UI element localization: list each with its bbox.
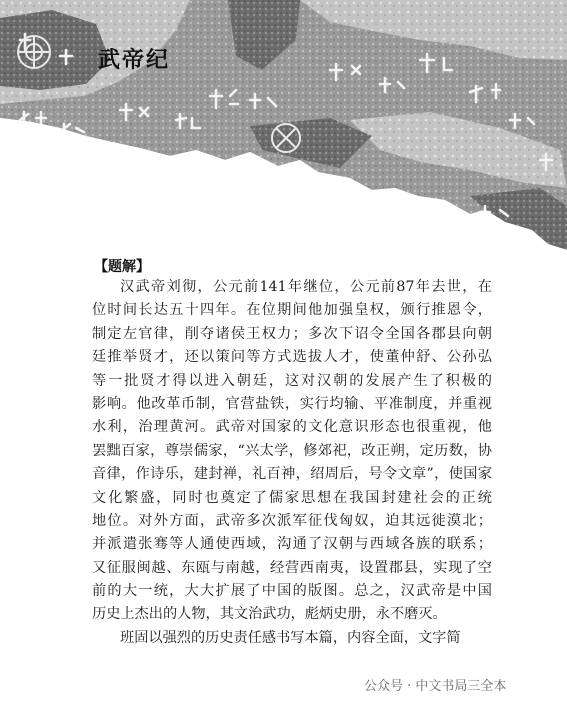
text-line: 位时间长达五十四年。在位期间他加强皇权，颁行推恩令， <box>92 302 492 319</box>
chapter-title: 武帝纪 <box>98 48 171 73</box>
watermark: 公众号 · 中文书局三全本 <box>360 674 510 695</box>
text-line: 罢黜百家，尊崇儒家，“兴太学，修郊祀，改正朔，定历数，协 <box>92 442 492 459</box>
text-line: 又征服闽越、东瓯与南越，经营西南夷，设置郡县，实现了空 <box>92 559 492 576</box>
text-line: 班固以强烈的历史责任感书写本篇，内容全面，文字简 <box>120 629 461 646</box>
text-line: 廷推举贤才，还以策问等方式选拔人才，使董仲舒、公孙弘 <box>92 349 492 366</box>
stone-rubbing-collage <box>0 0 567 250</box>
body-text <box>92 276 492 650</box>
text-line: 影响。他改革币制，官营盐铁，实行均输、平准制度，并重视 <box>92 395 492 412</box>
text-line: 音律，作诗乐，建封禅，礼百神，绍周后，号令文章”，使国家 <box>92 466 492 483</box>
text-line: 历史上杰出的人物，其文治武功，彪炳史册，永不磨灭。 <box>92 606 447 623</box>
text-line: 汉武帝刘彻，公元前141年继位，公元前87年去世，在 <box>120 279 492 295</box>
text-line: 水利，治理黄河。武帝对国家的文化意识形态也很重视，他 <box>92 419 492 436</box>
text-line: 并派遣张骞等人通使西域，沟通了汉朝与西域各族的联系； <box>92 536 492 553</box>
section-label: 【题解】 <box>94 259 150 275</box>
text-line: 文化繁盛，同时也奠定了儒家思想在我国封建社会的正统 <box>92 489 492 506</box>
header-banner <box>0 0 567 250</box>
text-line: 制定左官律，削夺诸侯王权力；多次下诏令全国各郡县向朝 <box>92 325 492 342</box>
text-line: 地位。对外方面，武帝多次派军征伐匈奴，迫其远徙漠北； <box>92 512 492 529</box>
text-line: 等一批贤才得以进入朝廷，这对汉朝的发展产生了积极的 <box>92 372 492 389</box>
text-line: 前的大一统，大大扩展了中国的版图。总之，汉武帝是中国 <box>92 583 492 600</box>
